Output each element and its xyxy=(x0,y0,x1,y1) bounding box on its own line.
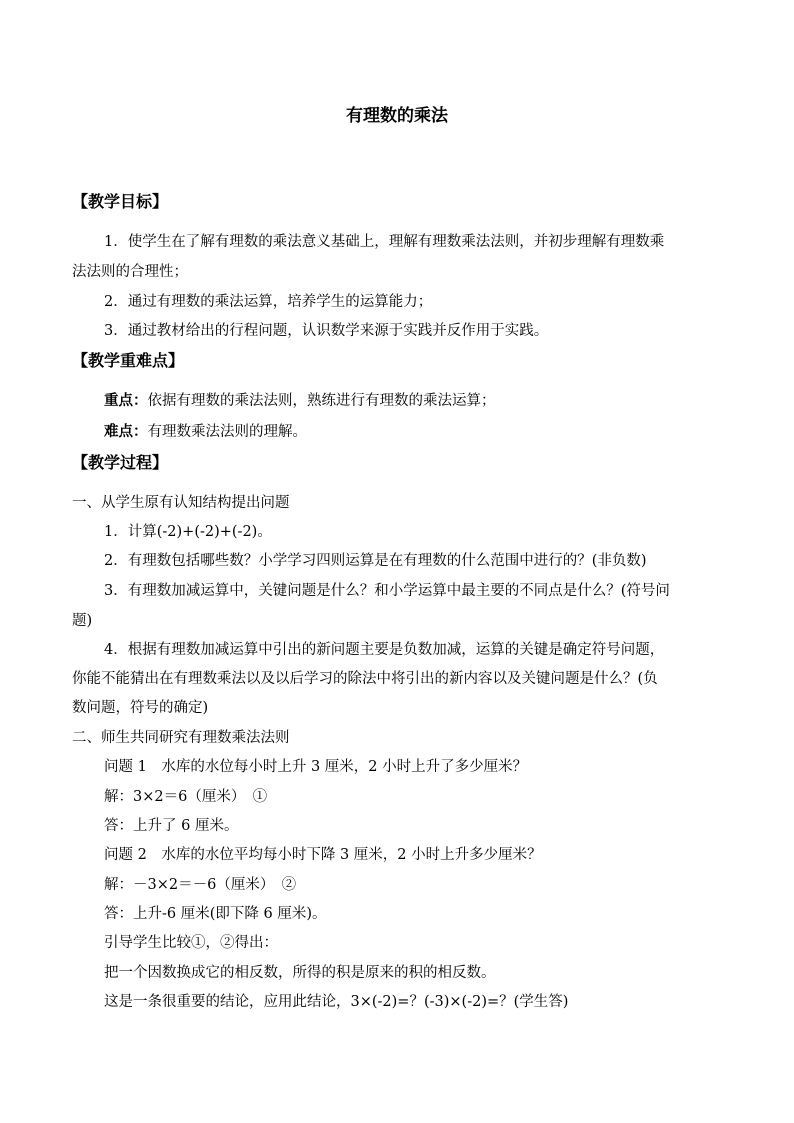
conclusion-line: 把一个因数换成它的相反数，所得的积是原来的积的相反数。 xyxy=(104,965,496,981)
answer-2: 答：上升-6 厘米(即下降 6 厘米)。 xyxy=(104,906,327,922)
question-4-line-3: 数问题，符号的确定) xyxy=(72,700,209,716)
problem-1: 问题 1 水库的水位每小时上升 3 厘米，2 小时上升了多少厘米？ xyxy=(104,759,528,775)
goal-3: 3．通过教材给出的行程问题，认识数学来源于实践并反作用于实践。 xyxy=(104,323,549,339)
question-4-line-2: 你能不能猜出在有理数乘法以及以后学习的除法中将引出的新内容以及关键问题是什么？(负 xyxy=(72,671,658,687)
question-4-line-1: 4．根据有理数加减运算中引出的新问题主要是负数加减，运算的关键是确定符号问题， xyxy=(104,642,665,658)
answer-1: 答：上升了 6 厘米。 xyxy=(104,818,239,834)
question-1: 1．计算(-2)+(-2)+(-2)。 xyxy=(104,524,272,540)
part-2-heading: 二、师生共同研究有理数乘法法则 xyxy=(72,730,290,746)
apply-line: 这是一条很重要的结论，应用此结论，3×(-2)=？(-3)×(-2)=？(学生答) xyxy=(104,994,569,1010)
question-3-line-2: 题) xyxy=(72,613,93,629)
goals-heading: 【教学目标】 xyxy=(72,192,169,211)
part-1-heading: 一、从学生原有认知结构提出问题 xyxy=(72,495,290,511)
focus-label: 重点： xyxy=(104,392,148,409)
document-title: 有理数的乘法 xyxy=(346,106,448,126)
compare-line: 引导学生比较①，②得出： xyxy=(104,935,278,951)
solution-1: 解：3×2＝6（厘米） ① xyxy=(104,789,268,805)
problem-2: 问题 2 水库的水位平均每小时下降 3 厘米，2 小时上升多少厘米？ xyxy=(104,847,542,863)
focus-text: 依据有理数的乘法法则，熟练进行有理数的乘法运算； xyxy=(147,393,496,409)
key-heading: 【教学重难点】 xyxy=(72,351,185,370)
focus-line xyxy=(104,390,732,412)
question-3-line-1: 3．有理数加减运算中，关键问题是什么？和小学运算中最主要的不同点是什么？(符号问 xyxy=(104,583,670,599)
solution-2: 解：－3×2＝－6（厘米） ② xyxy=(104,877,297,893)
goal-2: 2．通过有理数的乘法运算，培养学生的运算能力； xyxy=(104,294,433,310)
difficulty-text: 有理数乘法法则的理解。 xyxy=(147,424,307,440)
process-heading: 【教学过程】 xyxy=(72,453,169,472)
goal-1-line-2: 法法则的合理性； xyxy=(72,264,188,280)
goal-1-line-1: 1．使学生在了解有理数的乘法意义基础上，理解有理数乘法法则，并初步理解有理数乘 xyxy=(104,234,665,250)
difficulty-label: 难点： xyxy=(104,423,148,440)
difficulty-line xyxy=(104,421,732,443)
question-2: 2．有理数包括哪些数？小学学习四则运算是在有理数的什么范围中进行的？(非负数) xyxy=(104,553,647,569)
